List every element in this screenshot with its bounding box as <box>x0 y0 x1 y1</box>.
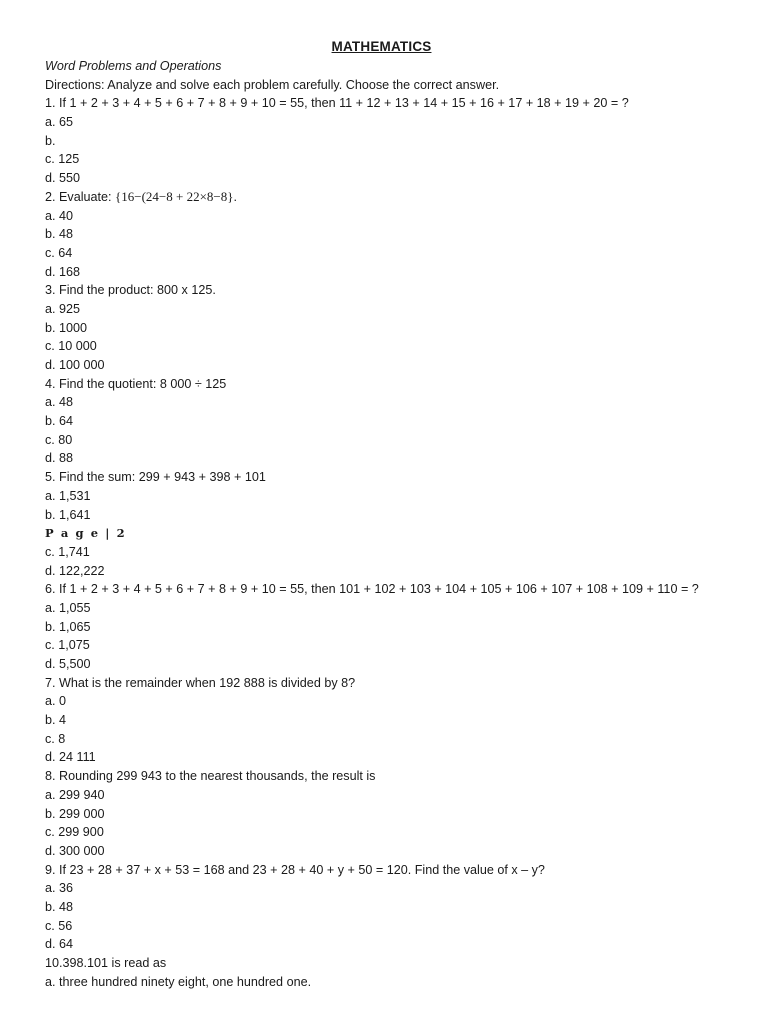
directions-text: Directions: Analyze and solve each problem carefully. Choose the correct answer. <box>45 77 500 92</box>
document-subtitle: Word Problems and Operations <box>45 59 222 73</box>
question-4-option-a: a. 48 <box>45 395 74 410</box>
question-6-option-b: b. 1,065 <box>45 619 91 634</box>
question-3-option-a: a. 925 <box>45 301 81 316</box>
page-marker: P a g e | 2 <box>45 526 127 541</box>
question-5-option-d: d. 122,222 <box>45 563 105 578</box>
question-8-text: 8. Rounding 299 943 to the nearest thousands, the result is <box>45 769 376 784</box>
question-2-prefix: 2. Evaluate: <box>45 189 116 204</box>
question-9-option-a: a. 36 <box>45 881 74 896</box>
question-7-text: 7. What is the remainder when 192 888 is divided by 8? <box>45 675 356 690</box>
question-6-option-a: a. 1,055 <box>45 600 91 615</box>
question-7-option-c: c. 8 <box>45 731 66 746</box>
question-9-option-c: c. 56 <box>45 918 73 933</box>
question-5-text: 5. Find the sum: 299 + 943 + 398 + 101 <box>45 470 266 485</box>
question-6-option-d: d. 5,500 <box>45 657 91 672</box>
question-5-option-c: c. 1,741 <box>45 544 90 559</box>
question-9-option-d: d. 64 <box>45 937 74 952</box>
question-8-option-d: d. 300 000 <box>45 843 105 858</box>
question-8-option-b: b. 299 000 <box>45 806 105 821</box>
question-6-option-c: c. 1,075 <box>45 638 90 653</box>
document-title: MATHEMATICS <box>331 39 432 54</box>
question-2-expression: {16−(24−8 + 22×8−8} <box>115 188 234 204</box>
question-8-option-a: a. 299 940 <box>45 787 105 802</box>
question-2-option-b: b. 48 <box>45 227 74 242</box>
question-3-option-d: d. 100 000 <box>45 358 105 372</box>
question-4-option-b: b. 64 <box>45 414 74 429</box>
question-2-suffix: . <box>233 189 237 204</box>
question-7-option-b: b. 4 <box>45 713 67 728</box>
question-5-option-a: a. 1,531 <box>45 488 91 503</box>
question-3-text: 3. Find the product: 800 x 125. <box>45 283 216 298</box>
question-1-option-b: b. <box>45 133 56 148</box>
question-6-text: 6. If 1 + 2 + 3 + 4 + 5 + 6 + 7 + 8 + 9 + 10 = 55, then 101 + 102 + 103 + 104 + 105 + 106 + 107 + 108 + 109 + 110 = ? <box>45 582 699 597</box>
question-1-option-a: a. 65 <box>45 115 74 130</box>
question-7-option-a: a. 0 <box>45 694 67 709</box>
question-1-option-d: d. 550 <box>45 171 81 186</box>
question-10-option-a: a. three hundred ninety eight, one hundred one. <box>45 974 312 989</box>
question-9-text: 9. If 23 + 28 + 37 + x + 53 = 168 and 23 + 28 + 40 + y + 50 = 120. Find the value of x – y? <box>45 862 545 877</box>
question-4-option-c: c. 80 <box>45 432 73 447</box>
question-2-option-c: c. 64 <box>45 245 73 260</box>
question-2-text <box>45 188 728 207</box>
question-1-option-c: c. 125 <box>45 152 80 167</box>
question-4-text: 4. Find the quotient: 8 000 ÷ 125 <box>45 376 227 391</box>
question-4-option-d: d. 88 <box>45 451 74 466</box>
question-3-option-c: c. 10 000 <box>45 339 97 354</box>
question-10-text: 10.398.101 is read as <box>45 956 167 971</box>
question-1-text: 1. If 1 + 2 + 3 + 4 + 5 + 6 + 7 + 8 + 9 + 10 = 55, then 11 + 12 + 13 + 14 + 15 + 16 + 17 + 18 + 19 + 20 = ? <box>45 96 629 111</box>
question-9-option-b: b. 48 <box>45 899 74 914</box>
question-7-option-d: d. 24 111 <box>45 750 96 765</box>
question-8-option-c: c. 299 900 <box>45 825 104 840</box>
question-3-option-b: b. 1000 <box>45 320 88 335</box>
question-2-option-d: d. 168 <box>45 264 81 279</box>
question-5-option-b: b. 1,641 <box>45 507 91 522</box>
question-2-option-a: a. 40 <box>45 208 74 223</box>
